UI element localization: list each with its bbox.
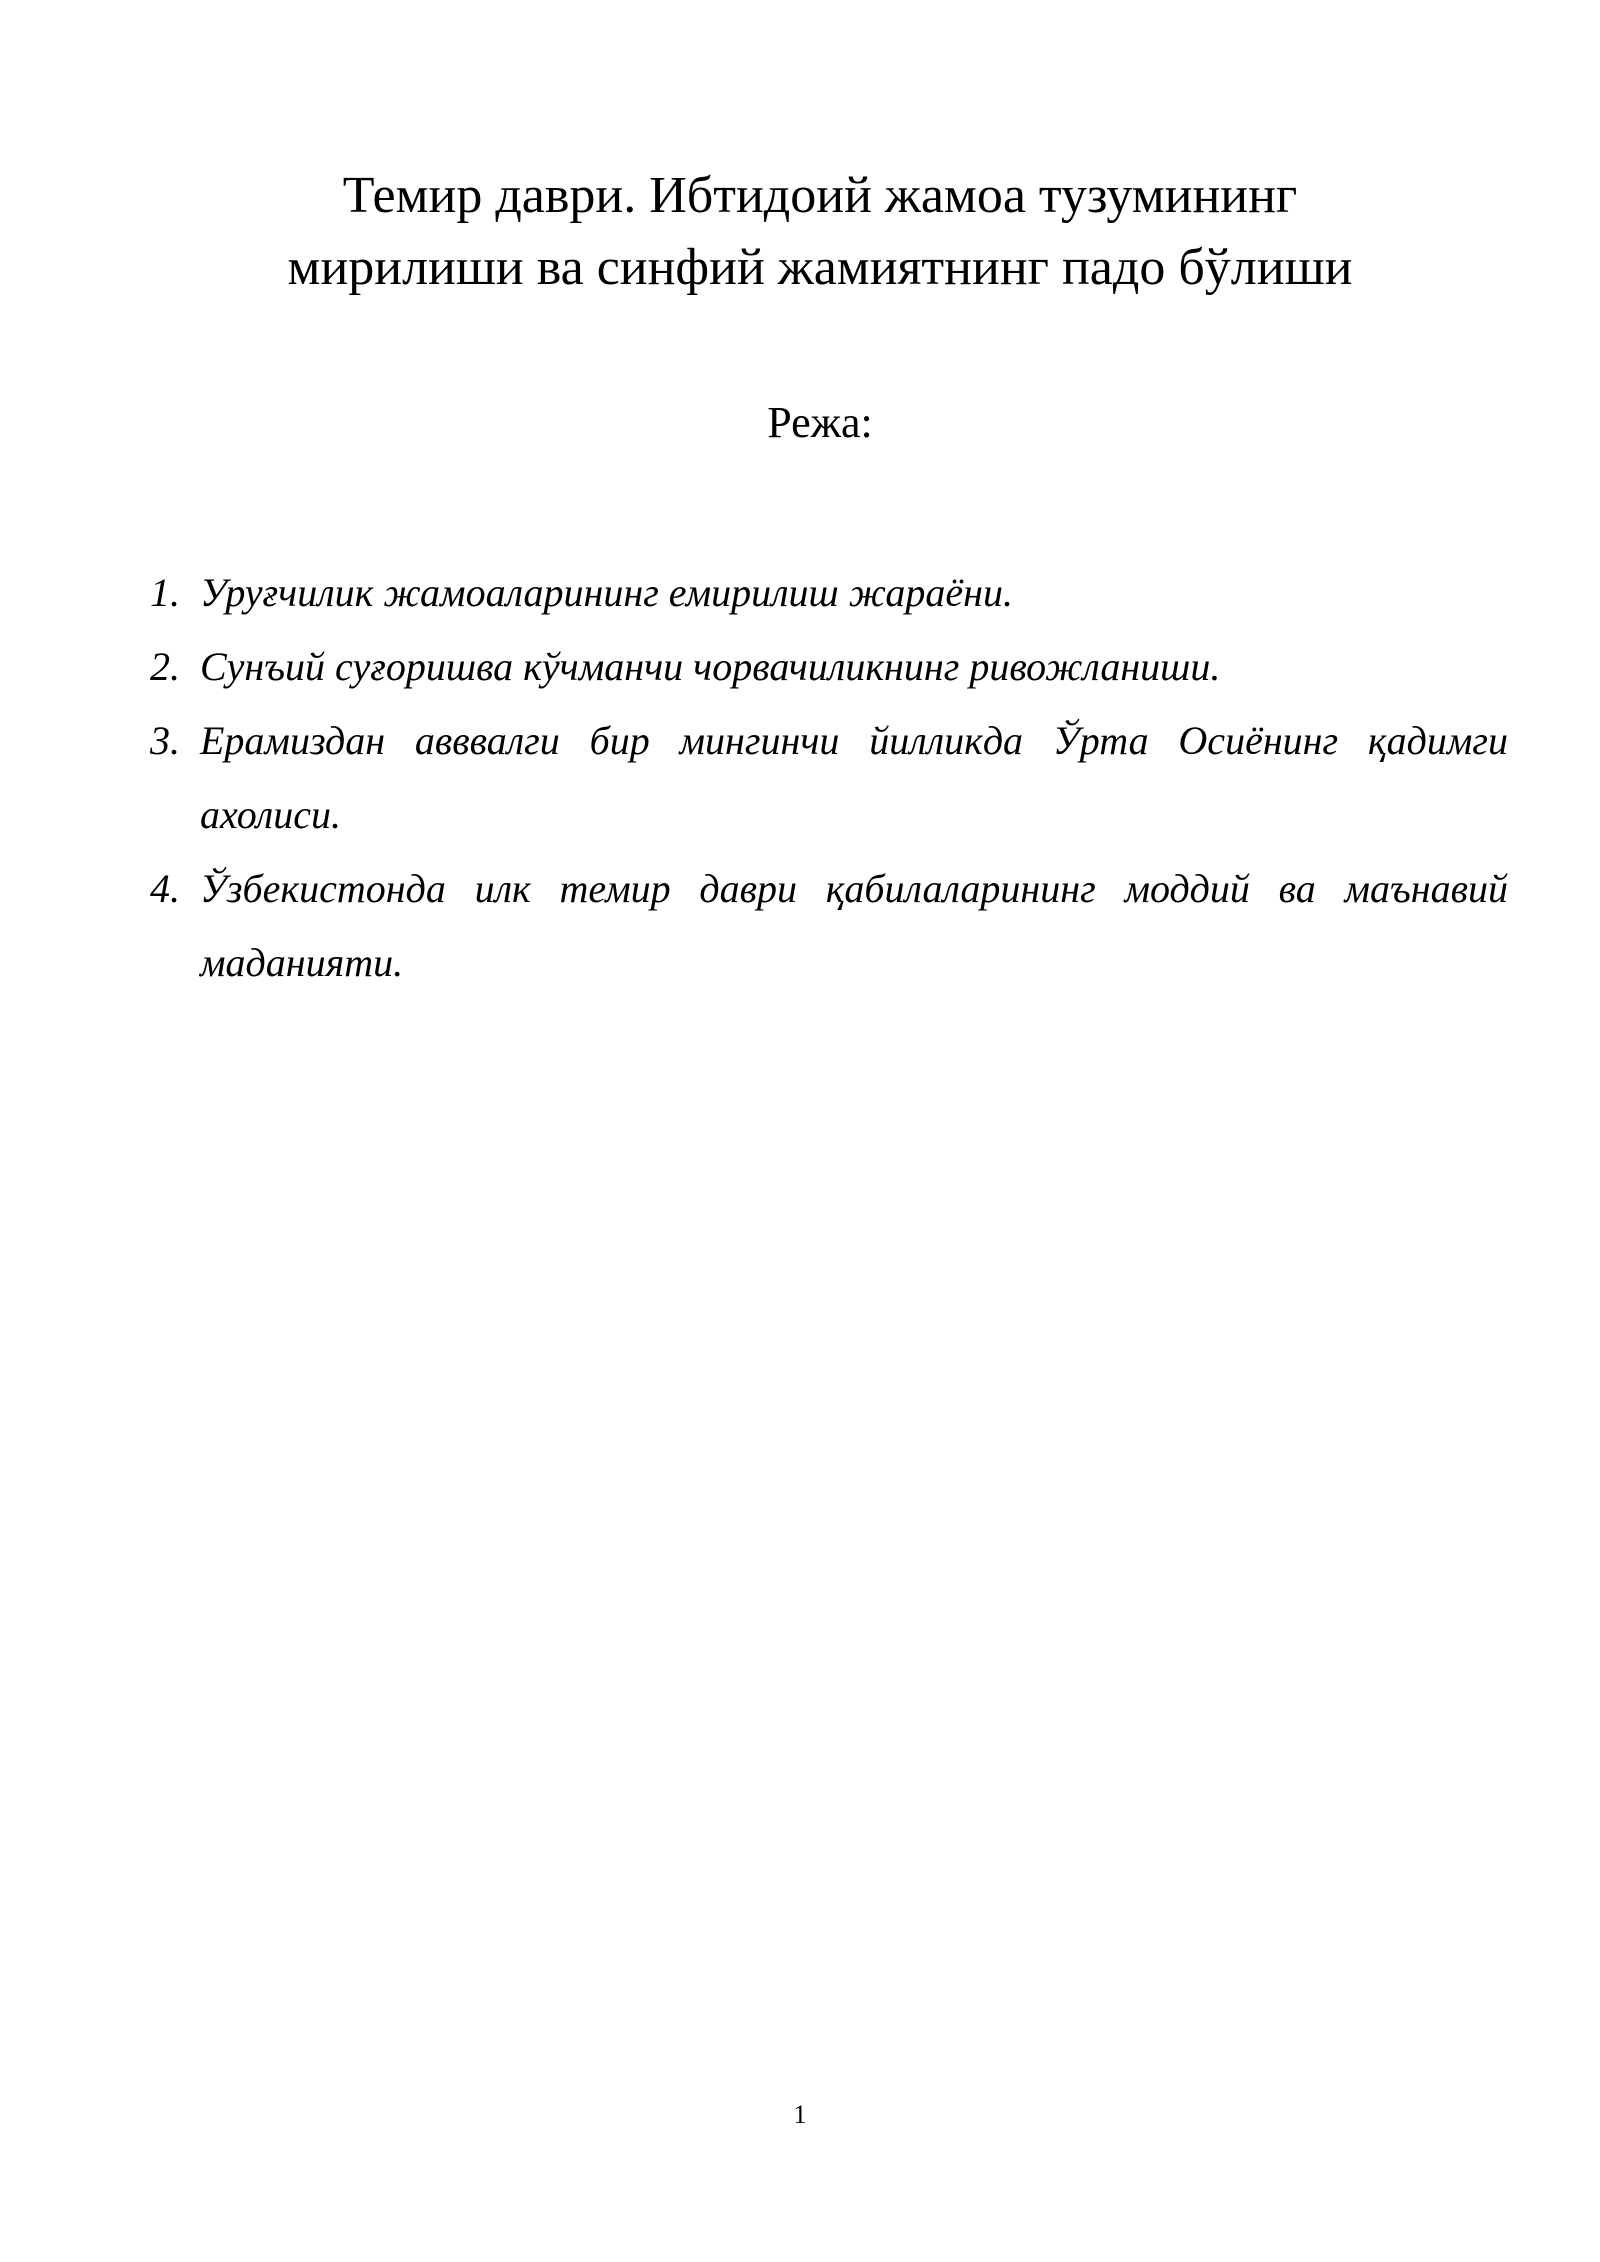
plan-item-number: 3. bbox=[150, 718, 180, 763]
plan-item-text: Ўзбекистонда илк темир даври қабилаларининг моддий ва маънавий маданияти. bbox=[200, 866, 1508, 985]
document-title-line-1: Темир даври. Ибтидоий жамоа тузумининг bbox=[342, 167, 1298, 224]
document-title bbox=[150, 160, 1490, 304]
plan-item-text: Уруғчилик жамоаларининг емирилиш жараёни. bbox=[200, 570, 1014, 615]
plan-item-text: Ерамиздан авввалги бир мингинчи йилликда Ўрта Осиёнинг қадимги ахолиси. bbox=[200, 718, 1508, 837]
plan-item-text: Сунъий суғоришва кўчманчи чорвачиликнинг ривожланиши. bbox=[200, 644, 1221, 689]
page-number: 1 bbox=[793, 2100, 807, 2129]
plan-item-number: 1. bbox=[150, 570, 180, 615]
plan-item-1 bbox=[150, 556, 1508, 630]
document-title-line-2: мирилиши ва синфий жамиятнинг падо бўлиши bbox=[287, 239, 1353, 296]
plan-item-2 bbox=[150, 630, 1508, 704]
plan-item-number: 2. bbox=[150, 644, 180, 689]
plan-item-3 bbox=[150, 704, 1508, 852]
plan-list bbox=[150, 556, 1508, 1000]
plan-heading: Режа: bbox=[767, 398, 873, 447]
plan-item-4 bbox=[150, 852, 1508, 1000]
plan-item-number: 4. bbox=[150, 866, 180, 911]
